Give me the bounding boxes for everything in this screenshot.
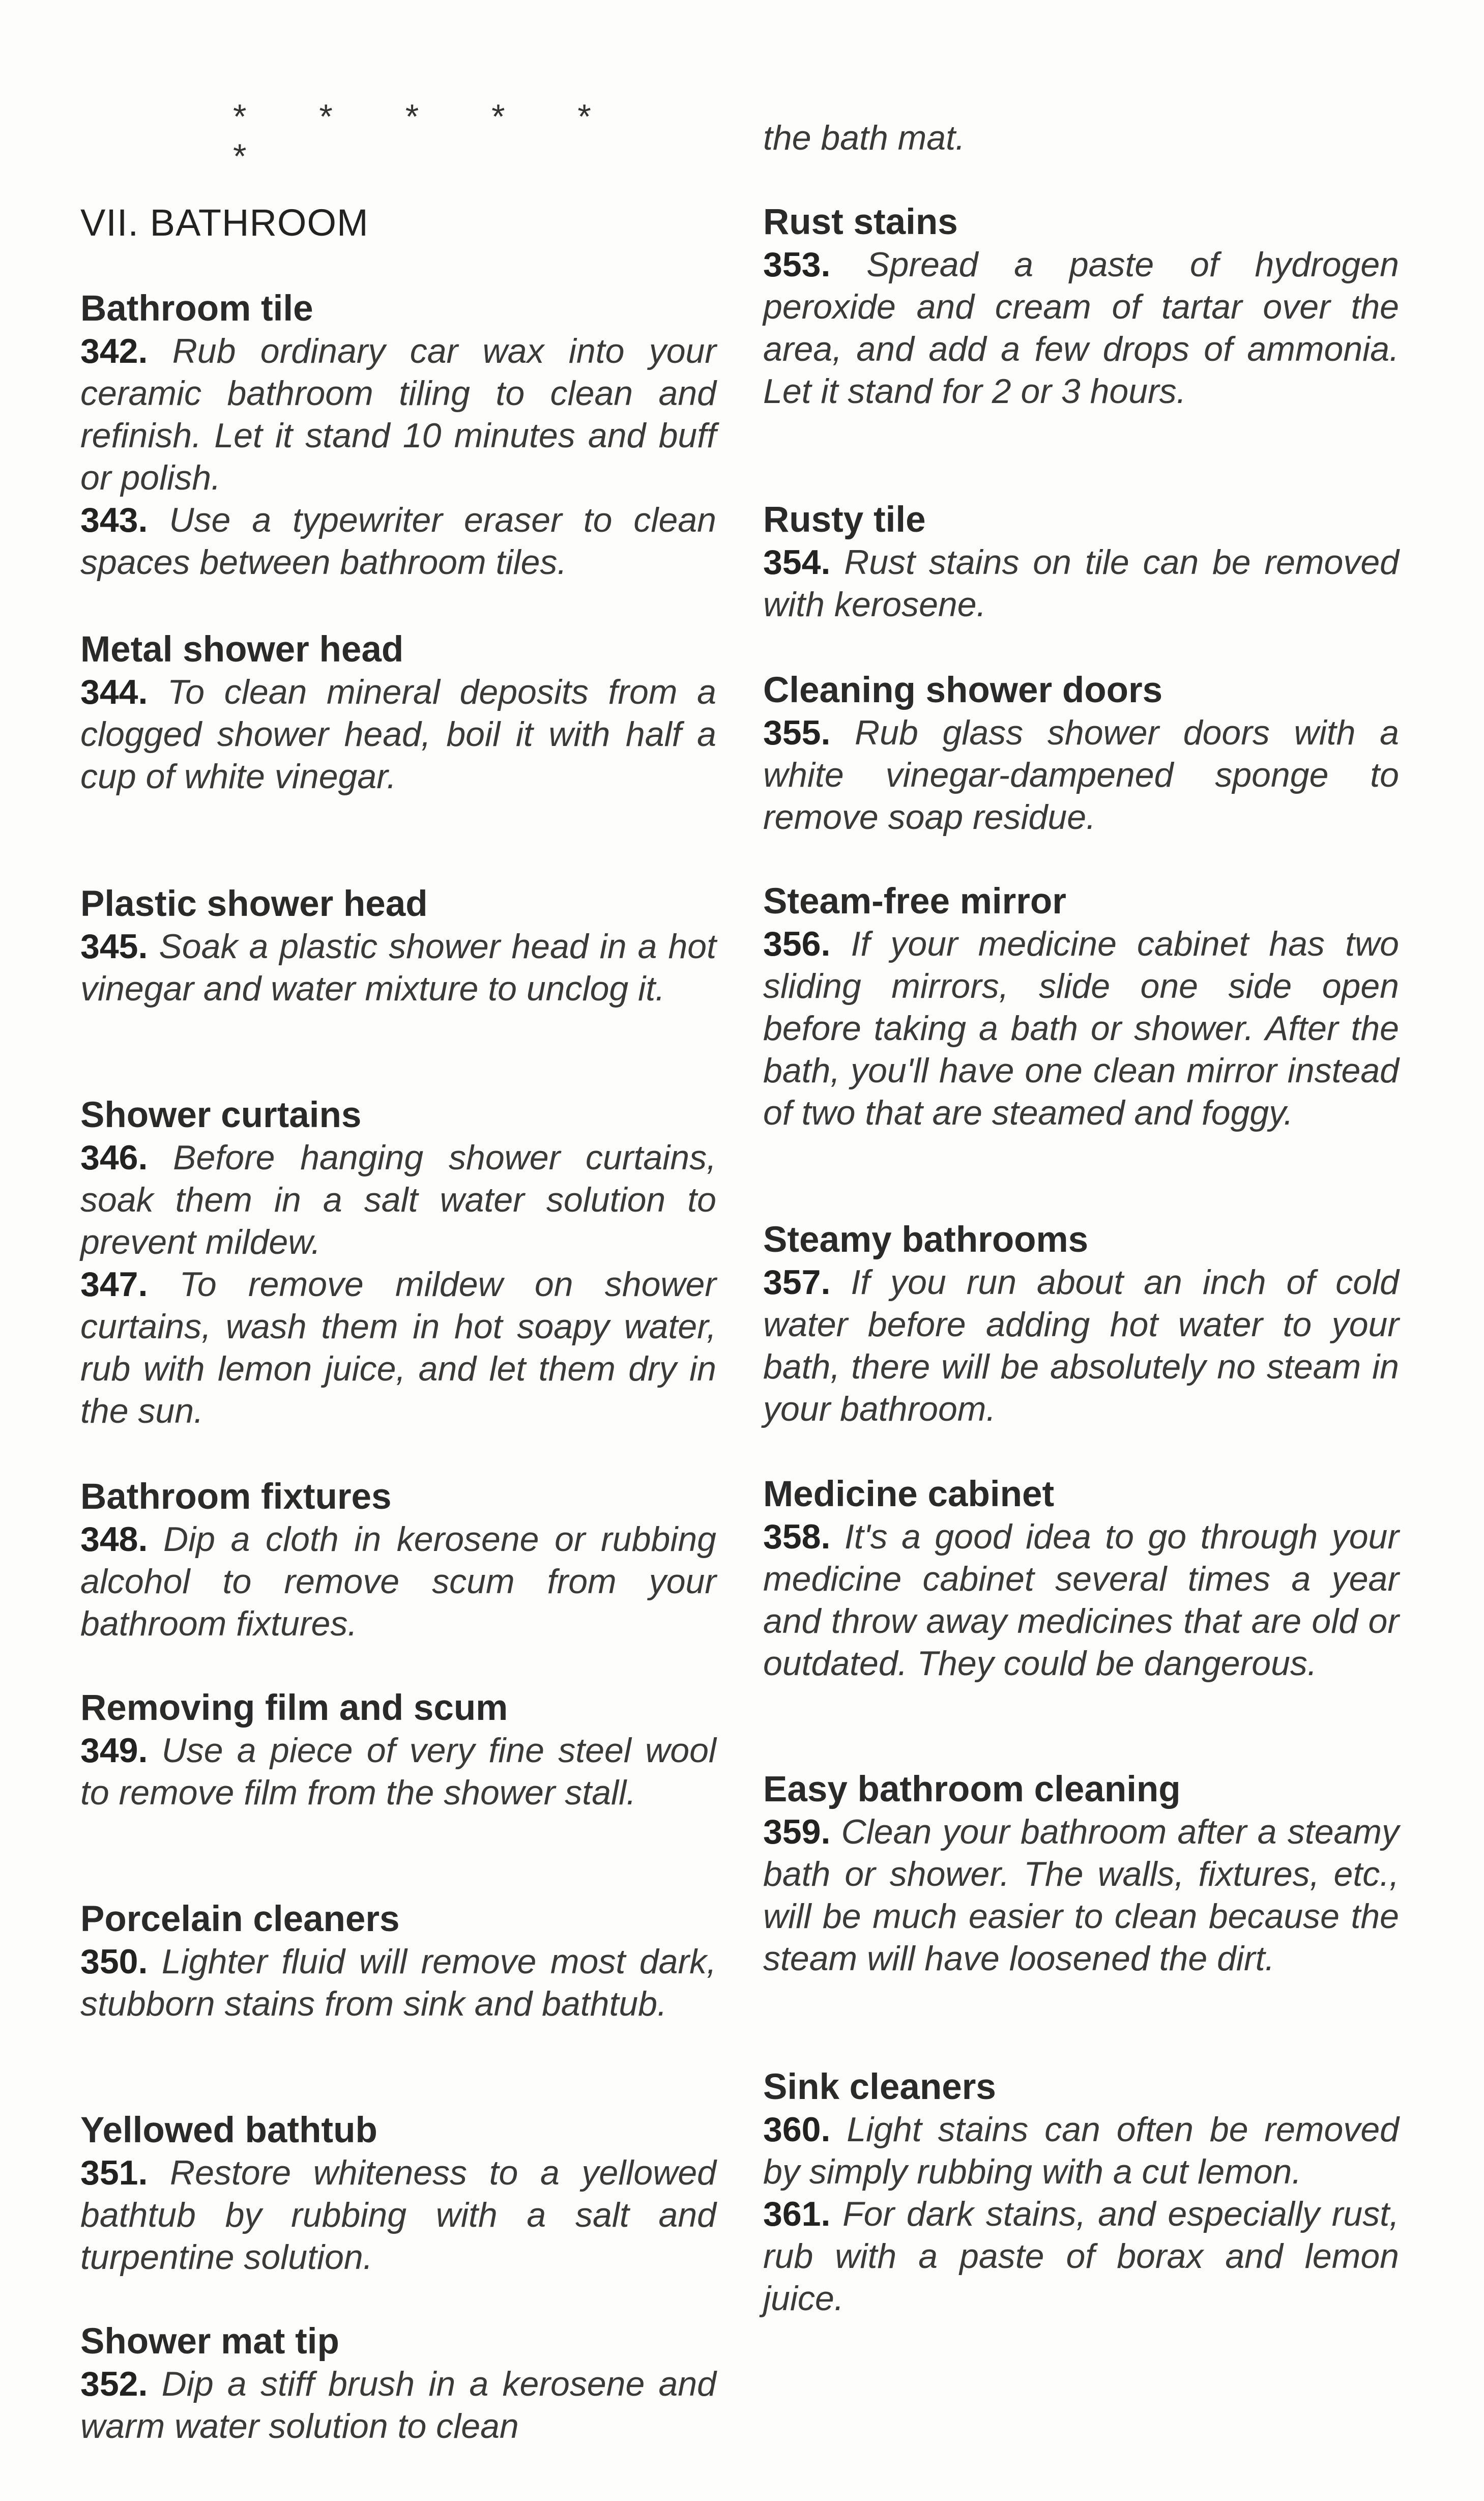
tip-349: 349. Use a piece of very fine steel wool to remove film from the shower stall. xyxy=(80,1731,716,1812)
tip-346: 346. Before hanging shower curtains, soak them in a salt water solution to prevent mildew. xyxy=(80,1138,716,1261)
section-yellowed-bathtub xyxy=(80,2109,716,2279)
section-heading: Bathroom tile xyxy=(80,289,313,329)
section-rust-stains xyxy=(763,201,1399,413)
tip-347: 347. To remove mildew on shower curtains, wash them in hot soapy water, rub with lemon juice, and let them dry in the sun. xyxy=(80,1265,716,1430)
tip-359: 359. Clean your bathroom after a steamy bath or shower. The walls, fixtures, etc., will be much easier to clean because the steam will have loosened the dirt. xyxy=(763,1813,1399,1978)
section-heading: Steamy bathrooms xyxy=(763,1220,1089,1260)
section-heading: Easy bathroom cleaning xyxy=(763,1769,1181,1809)
tip-355: 355. Rub glass shower doors with a white vinegar-dampened sponge to remove soap residue. xyxy=(763,713,1399,837)
section-shower-mat-tip xyxy=(80,2320,716,2448)
section-easy-bathroom-cleaning xyxy=(763,1768,1399,1980)
tip-348: 348. Dip a cloth in kerosene or rubbing alcohol to remove scum from your bathroom fixtures. xyxy=(80,1520,716,1643)
tip-343: 343. Use a typewriter eraser to clean spaces between bathroom tiles. xyxy=(80,501,716,582)
tip-350: 350. Lighter fluid will remove most dark, stubborn stains from sink and bathtub. xyxy=(80,1942,716,2023)
section-bathroom-fixtures xyxy=(80,1476,716,1645)
section-metal-shower-head xyxy=(80,628,716,798)
section-heading: Metal shower head xyxy=(80,629,404,670)
tip-342: 342. Rub ordinary car wax into your ceramic bathroom tiling to clean and refinish. Let it stand 10 minutes and buff or polish. xyxy=(80,332,716,497)
section-heading: Yellowed bathtub xyxy=(80,2110,377,2150)
continued-text: the bath mat. xyxy=(763,119,965,157)
tip-344: 344. To clean mineral deposits from a clogged shower head, boil it with half a cup of white vinegar. xyxy=(80,673,716,796)
section-cleaning-shower-doors xyxy=(763,669,1399,839)
section-steam-free-mirror xyxy=(763,880,1399,1134)
section-heading: Bathroom fixtures xyxy=(80,1477,392,1517)
section-sink-cleaners xyxy=(763,2066,1399,2320)
section-heading: Medicine cabinet xyxy=(763,1474,1055,1514)
tip-358: 358. It's a good idea to go through your medicine cabinet several times a year and throw away medicines that are old or outdated. They could be dangerous. xyxy=(763,1517,1399,1683)
section-shower-curtains xyxy=(80,1094,716,1432)
section-rusty-tile xyxy=(763,499,1399,626)
tip-356: 356. If your medicine cabinet has two sliding mirrors, slide one side open before taking a bath or shower. After the bath, you'll have one clean mirror instead of two that are steamed and foggy. xyxy=(763,925,1399,1132)
section-heading: Cleaning shower doors xyxy=(763,670,1163,710)
section-heading: Steam-free mirror xyxy=(763,881,1066,922)
section-heading: Porcelain cleaners xyxy=(80,1899,400,1939)
section-heading: Shower mat tip xyxy=(80,2321,339,2362)
tip-361: 361. For dark stains, and especially rust, rub with a paste of borax and lemon juice. xyxy=(763,2195,1399,2318)
section-heading: Shower curtains xyxy=(80,1095,362,1135)
section-steamy-bathrooms xyxy=(763,1219,1399,1430)
ornament-divider: * * * * * * xyxy=(233,97,623,176)
section-heading: Sink cleaners xyxy=(763,2067,996,2107)
section-removing-film xyxy=(80,1687,716,1814)
tip-354: 354. Rust stains on tile can be removed with kerosene. xyxy=(763,543,1399,624)
section-porcelain-cleaners xyxy=(80,1898,716,2025)
section-heading: Rust stains xyxy=(763,202,958,242)
section-medicine-cabinet xyxy=(763,1473,1399,1685)
chapter-title: VII. BATHROOM xyxy=(80,202,369,244)
section-bathroom-tile xyxy=(80,288,716,584)
section-plastic-shower-head xyxy=(80,883,716,1010)
tip-345: 345. Soak a plastic shower head in a hot vinegar and water mixture to unclog it. xyxy=(80,927,716,1008)
tip-360: 360. Light stains can often be removed by simply rubbing with a cut lemon. xyxy=(763,2110,1399,2191)
section-heading: Rusty tile xyxy=(763,500,926,540)
section-heading: Removing film and scum xyxy=(80,1688,508,1728)
tip-357: 357. If you run about an inch of cold water before adding hot water to your bath, there will be absolutely no steam in your bathroom. xyxy=(763,1263,1399,1428)
section-heading: Plastic shower head xyxy=(80,884,428,924)
tip-352: 352. Dip a stiff brush in a kerosene and warm water solution to clean xyxy=(80,2365,716,2446)
tip-353: 353. Spread a paste of hydrogen peroxide and cream of tartar over the area, and add a few drops of ammonia. Let it stand for 2 or 3 hours. xyxy=(763,245,1399,411)
tip-351: 351. Restore whiteness to a yellowed bathtub by rubbing with a salt and turpentine solution. xyxy=(80,2153,716,2277)
